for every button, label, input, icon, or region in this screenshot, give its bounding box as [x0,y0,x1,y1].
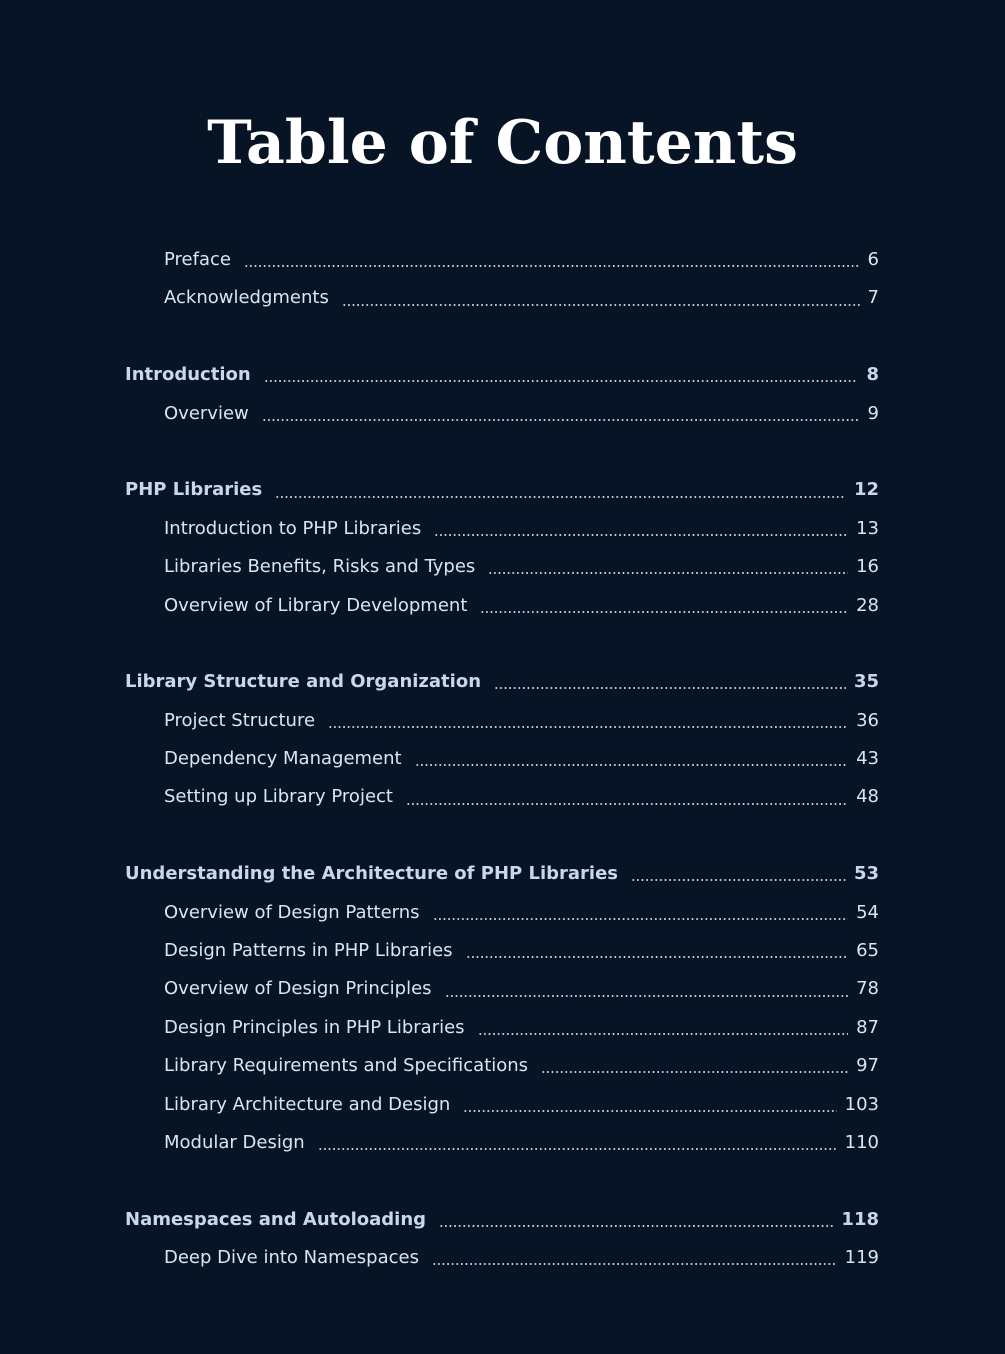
dot-leader [318,1148,837,1150]
dot-leader [480,611,848,613]
page-number: 103 [844,1093,879,1115]
toc-section-entry[interactable] [125,1124,879,1162]
page-number: 97 [856,1055,879,1077]
page-number: 54 [856,901,879,923]
entry-title: Namespaces and Autoloading [125,1208,427,1230]
toc-section-entry[interactable] [125,1086,879,1124]
page-number: 12 [853,479,879,501]
dot-leader [488,572,848,574]
toc-section-entry[interactable] [125,702,879,740]
entry-title: Acknowledgments [164,287,329,309]
dot-leader [494,687,846,689]
toc-chapter-entry[interactable] [125,663,879,701]
entry-title: Design Patterns in PHP Libraries [164,940,453,962]
page-number: 87 [856,1016,879,1038]
toc-section-entry[interactable] [125,970,879,1008]
dot-leader [463,1110,836,1112]
dot-leader [406,803,848,805]
dot-leader [432,1263,837,1265]
toc-section-entry[interactable] [125,395,879,433]
page-number: 13 [856,517,879,539]
page-number: 36 [856,709,879,731]
entry-title: Libraries Benefits, Risks and Types [164,556,476,578]
dot-leader [342,304,860,306]
toc-section-entry[interactable] [125,241,879,279]
page-number: 9 [867,402,879,424]
dot-leader [275,496,846,498]
entry-title: PHP Libraries [125,479,263,501]
dot-leader [631,879,846,881]
page-number: 28 [856,594,879,616]
page-number: 7 [867,287,879,309]
toc-section-entry[interactable] [125,279,879,317]
toc-group [125,471,879,625]
page-number: 16 [856,556,879,578]
entry-title: Overview of Library Development [164,594,468,616]
entry-title: Modular Design [164,1131,305,1153]
page-number: 53 [853,863,879,885]
toc-section-entry[interactable] [125,548,879,586]
entry-title: Setting up Library Project [164,786,393,808]
toc-chapter-entry[interactable] [125,855,879,893]
page-number: 119 [844,1247,879,1269]
dot-leader [478,1033,849,1035]
page-number: 118 [841,1208,879,1230]
toc-group [125,663,879,817]
page-number: 110 [844,1131,879,1153]
entry-title: Overview [164,402,249,424]
page-number: 43 [856,748,879,770]
entry-title: Project Structure [164,709,316,731]
entry-title: Understanding the Architecture of PHP Libraries [125,863,619,885]
entry-title: Library Architecture and Design [164,1093,451,1115]
dot-leader [328,726,848,728]
dot-leader [439,1225,833,1227]
page-number: 6 [867,249,879,270]
toc-group [125,356,879,433]
toc-group [125,855,879,1162]
page-number: 65 [856,940,879,962]
entry-title: Dependency Management [164,748,402,770]
dot-leader [433,918,849,920]
dot-leader [434,534,848,536]
entry-title: Deep Dive into Namespaces [164,1247,419,1269]
toc-group [125,241,879,318]
entry-title: Introduction to PHP Libraries [164,517,422,539]
toc-section-entry[interactable] [125,894,879,932]
dot-leader [244,265,860,267]
entry-title: Overview of Design Patterns [164,901,420,923]
toc-section-entry[interactable] [125,1047,879,1085]
page-title: Table of Contents [207,108,798,178]
entry-title: Overview of Design Principles [164,978,432,1000]
page-number: 78 [856,978,879,1000]
dot-leader [541,1071,848,1073]
entry-title: Introduction [125,364,251,386]
entry-title: Preface [164,249,231,270]
dot-leader [445,995,849,997]
entry-title: Library Structure and Organization [125,671,482,693]
entry-title: Library Requirements and Specifications [164,1055,529,1077]
page-number: 35 [853,671,879,693]
toc-section-entry[interactable] [125,1009,879,1047]
toc-group [125,1201,879,1278]
dot-leader [264,380,859,382]
entry-title: Design Principles in PHP Libraries [164,1016,465,1038]
toc-section-entry[interactable] [125,1239,879,1277]
page-number: 8 [866,364,879,386]
page-number: 48 [856,786,879,808]
dot-leader [466,956,849,958]
toc-chapter-entry[interactable] [125,356,879,394]
dot-leader [262,419,860,421]
toc-section-entry[interactable] [125,932,879,970]
toc-section-entry[interactable] [125,778,879,816]
dot-leader [415,764,848,766]
toc-section-entry[interactable] [125,587,879,625]
toc-section-entry[interactable] [125,740,879,778]
toc-chapter-entry[interactable] [125,1201,879,1239]
toc-chapter-entry[interactable] [125,471,879,509]
toc-section-entry[interactable] [125,510,879,548]
table-of-contents [125,241,879,1316]
